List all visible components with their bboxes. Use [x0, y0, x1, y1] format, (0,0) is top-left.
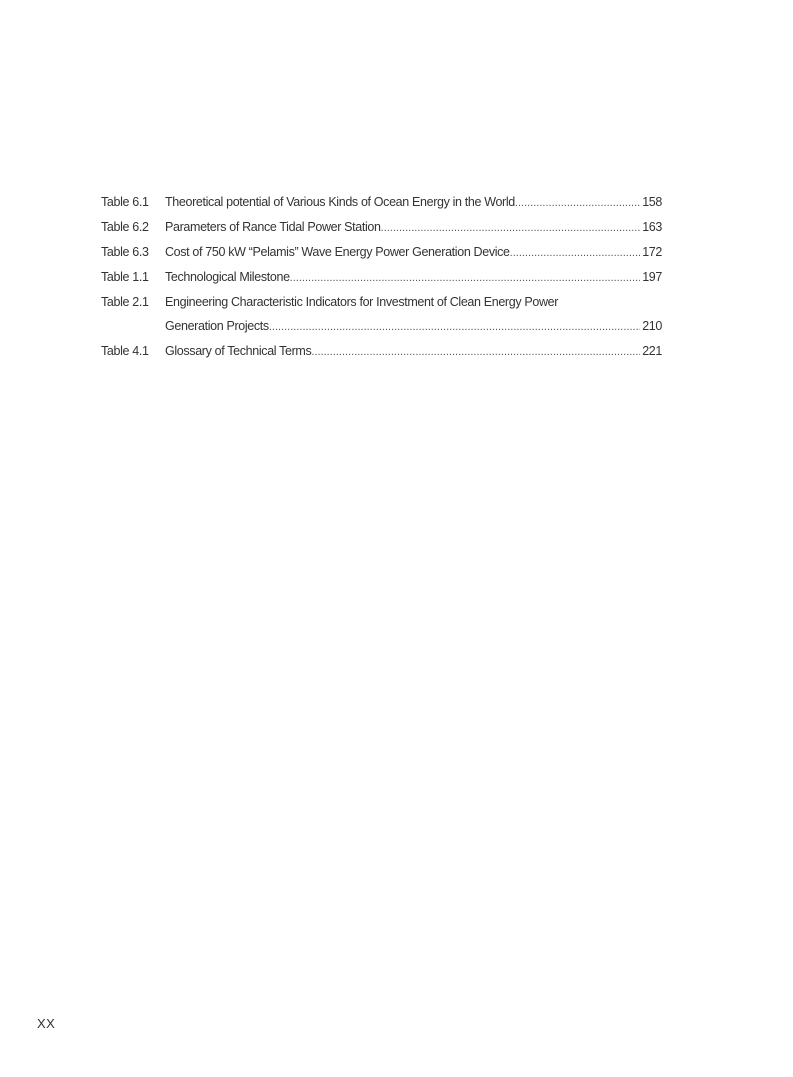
table-title: Cost of 750 kW “Pelamis” Wave Energy Power Generation Device: [165, 245, 510, 259]
table-number: Table 2.1: [101, 295, 149, 309]
dot-leader: [515, 191, 640, 215]
page-number: 158: [642, 195, 662, 209]
page-number: 172: [642, 245, 662, 259]
table-title-line-2: Generation Projects: [165, 319, 269, 333]
page-folio: XX: [37, 1016, 56, 1031]
table-title: Parameters of Rance Tidal Power Station: [165, 220, 381, 234]
page-number: 210: [642, 319, 662, 333]
toc-entry-table-4-1[interactable]: [101, 339, 662, 364]
toc-entry-table-6-3[interactable]: [101, 240, 662, 265]
toc-entry-table-2-1[interactable]: [101, 290, 662, 339]
dot-leader: [381, 216, 641, 240]
table-title: Technological Milestone: [165, 270, 290, 284]
dot-leader: [510, 241, 641, 265]
page-number: 197: [642, 270, 662, 284]
toc-entry-table-1-1[interactable]: [101, 265, 662, 290]
table-number: Table 6.1: [101, 195, 149, 209]
dot-leader: [269, 315, 640, 339]
toc-entry-table-6-2[interactable]: [101, 215, 662, 240]
table-number: Table 1.1: [101, 270, 149, 284]
table-title: Theoretical potential of Various Kinds of Ocean Energy in the World: [165, 195, 515, 209]
list-of-tables: [101, 190, 662, 364]
dot-leader: [290, 266, 641, 290]
table-title: Glossary of Technical Terms: [165, 344, 312, 358]
toc-entry-table-6-1[interactable]: [101, 190, 662, 215]
table-number: Table 6.2: [101, 220, 149, 234]
table-number: Table 6.3: [101, 245, 149, 259]
table-number: Table 4.1: [101, 344, 149, 358]
page-number: 221: [642, 344, 662, 358]
dot-leader: [311, 340, 640, 364]
table-title-line-1: Engineering Characteristic Indicators for Investment of Clean Energy Power: [165, 295, 559, 309]
page-number: 163: [642, 220, 662, 234]
